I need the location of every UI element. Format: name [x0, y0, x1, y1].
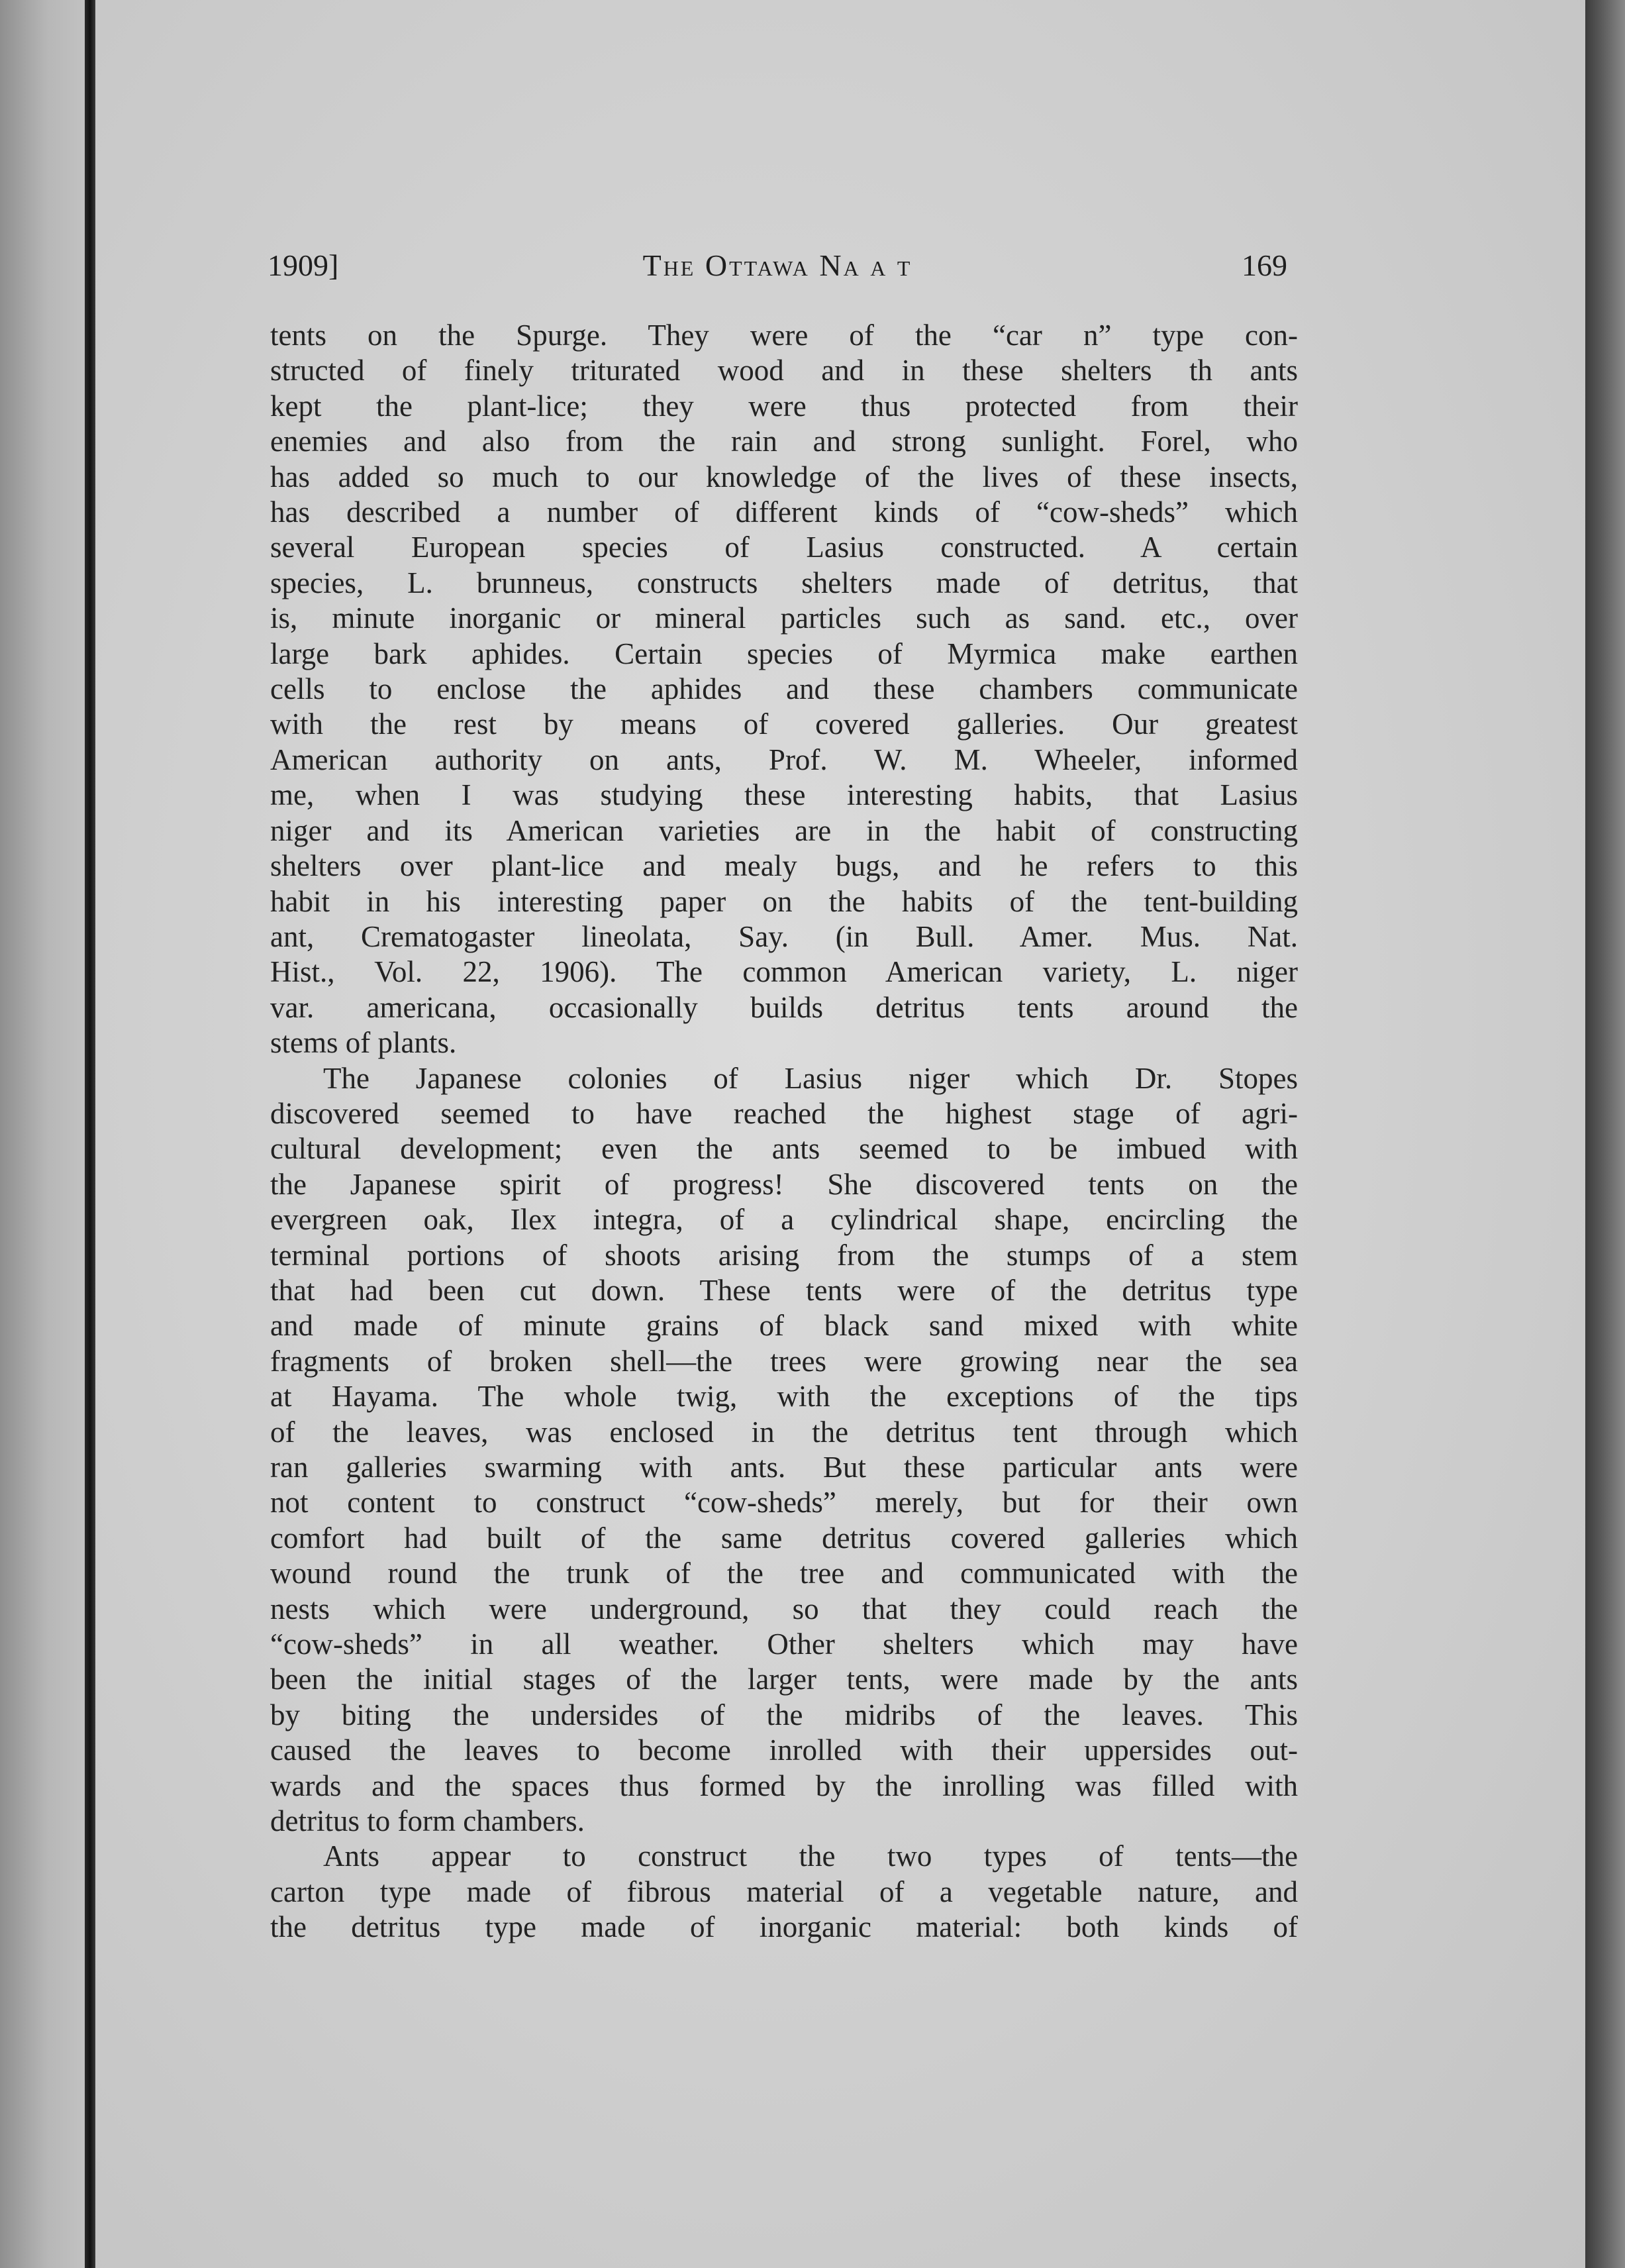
text-line: caused the leaves to become inrolled with their uppersides out-	[270, 1733, 1298, 1767]
text-line: Hist., Vol. 22, 1906). The common American variety, L. niger	[270, 955, 1298, 989]
text-line: evergreen oak, Ilex integra, of a cylindrical shape, encircling the	[270, 1203, 1298, 1237]
text-line: ran galleries swarming with ants. But these particular ants were	[270, 1451, 1298, 1484]
header-page-number: 169	[1242, 248, 1287, 282]
text-line: the Japanese spirit of progress! She discovered tents on the	[270, 1167, 1298, 1201]
text-line: has described a number of different kinds of “cow-sheds” which	[270, 495, 1298, 529]
scan-right-edge	[1585, 0, 1625, 2268]
text-line: ant, Crematogaster lineolata, Say. (in Bull. Amer. Mus. Nat.	[270, 919, 1298, 953]
text-line: and made of minute grains of black sand mixed with white	[270, 1309, 1298, 1343]
text-line: enemies and also from the rain and strong sunlight. Forel, who	[270, 425, 1298, 458]
running-header	[268, 248, 1287, 294]
text-line: species, L. brunneus, constructs shelters made of detritus, that	[270, 566, 1298, 599]
text-line: cells to enclose the aphides and these chambers communicate	[270, 672, 1298, 706]
text-line: wards and the spaces thus formed by the inrolling was filled with	[270, 1769, 1298, 1802]
paragraph-1	[270, 318, 1298, 1061]
text-line: terminal portions of shoots arising from the stumps of a stem	[270, 1238, 1298, 1272]
text-line: large bark aphides. Certain species of Myrmica make earthen	[270, 637, 1298, 670]
text-line: stems of plants.	[270, 1026, 457, 1060]
text-line: Ants appear to construct the two types of tents—the	[323, 1839, 1298, 1873]
text-line: discovered seemed to have reached the highest stage of agri-	[270, 1096, 1298, 1130]
text-line: is, minute inorganic or mineral particles such as sand. etc., over	[270, 601, 1298, 635]
text-line: American authority on ants, Prof. W. M. Wheeler, informed	[270, 743, 1298, 776]
scan-left-margin	[0, 0, 86, 2268]
page-body	[270, 318, 1298, 1945]
text-line: var. americana, occasionally builds detritus tents around the	[270, 990, 1298, 1024]
text-line: has added so much to our knowledge of the lives of these insects,	[270, 460, 1298, 493]
scan-binding-edge	[85, 0, 95, 2268]
paragraph-2	[270, 1061, 1298, 1839]
text-line: habit in his interesting paper on the habits of the tent-building	[270, 884, 1298, 918]
text-line: the detritus type made of inorganic material: both kinds of	[270, 1910, 1298, 1944]
text-line: of the leaves, was enclosed in the detritus tent through which	[270, 1415, 1298, 1449]
text-line: wound round the trunk of the tree and communicated with the	[270, 1557, 1298, 1590]
text-line: tents on the Spurge. They were of the “car n” type con-	[270, 319, 1298, 352]
header-year: 1909]	[268, 248, 339, 282]
text-line: been the initial stages of the larger tents, were made by the ants	[270, 1663, 1298, 1696]
text-line: “cow-sheds” in all weather. Other shelters which may have	[270, 1627, 1298, 1661]
text-line: niger and its American varieties are in the habit of constructing	[270, 813, 1298, 847]
text-line: with the rest by means of covered galleries. Our greatest	[270, 707, 1298, 741]
text-line: kept the plant-lice; they were thus protected from their	[270, 389, 1298, 423]
text-line: detritus to form chambers.	[270, 1804, 585, 1838]
text-line: The Japanese colonies of Lasius niger which Dr. Stopes	[323, 1061, 1298, 1095]
text-line: fragments of broken shell—the trees were growing near the sea	[270, 1344, 1298, 1378]
text-line: at Hayama. The whole twig, with the exceptions of the tips	[270, 1380, 1298, 1414]
text-line: structed of finely triturated wood and in these shelters th ants	[270, 354, 1298, 387]
text-line: carton type made of fibrous material of a vegetable nature, and	[270, 1875, 1298, 1908]
text-line: me, when I was studying these interesting habits, that Lasius	[270, 778, 1298, 812]
text-line: nests which were underground, so that they could reach the	[270, 1592, 1298, 1625]
text-line: that had been cut down. These tents were of the detritus type	[270, 1273, 1298, 1307]
text-line: not content to construct “cow-sheds” merely, but for their own	[270, 1486, 1298, 1520]
header-journal-title: The Ottawa Na a t	[642, 248, 912, 282]
text-line: several European species of Lasius constructed. A certain	[270, 531, 1298, 564]
text-line: cultural development; even the ants seemed to be imbued with	[270, 1132, 1298, 1166]
paragraph-3	[270, 1839, 1298, 1945]
text-line: comfort had built of the same detritus covered galleries which	[270, 1521, 1298, 1555]
text-line: shelters over plant-lice and mealy bugs, and he refers to this	[270, 849, 1298, 883]
text-line: by biting the undersides of the midribs of the leaves. This	[270, 1698, 1298, 1731]
